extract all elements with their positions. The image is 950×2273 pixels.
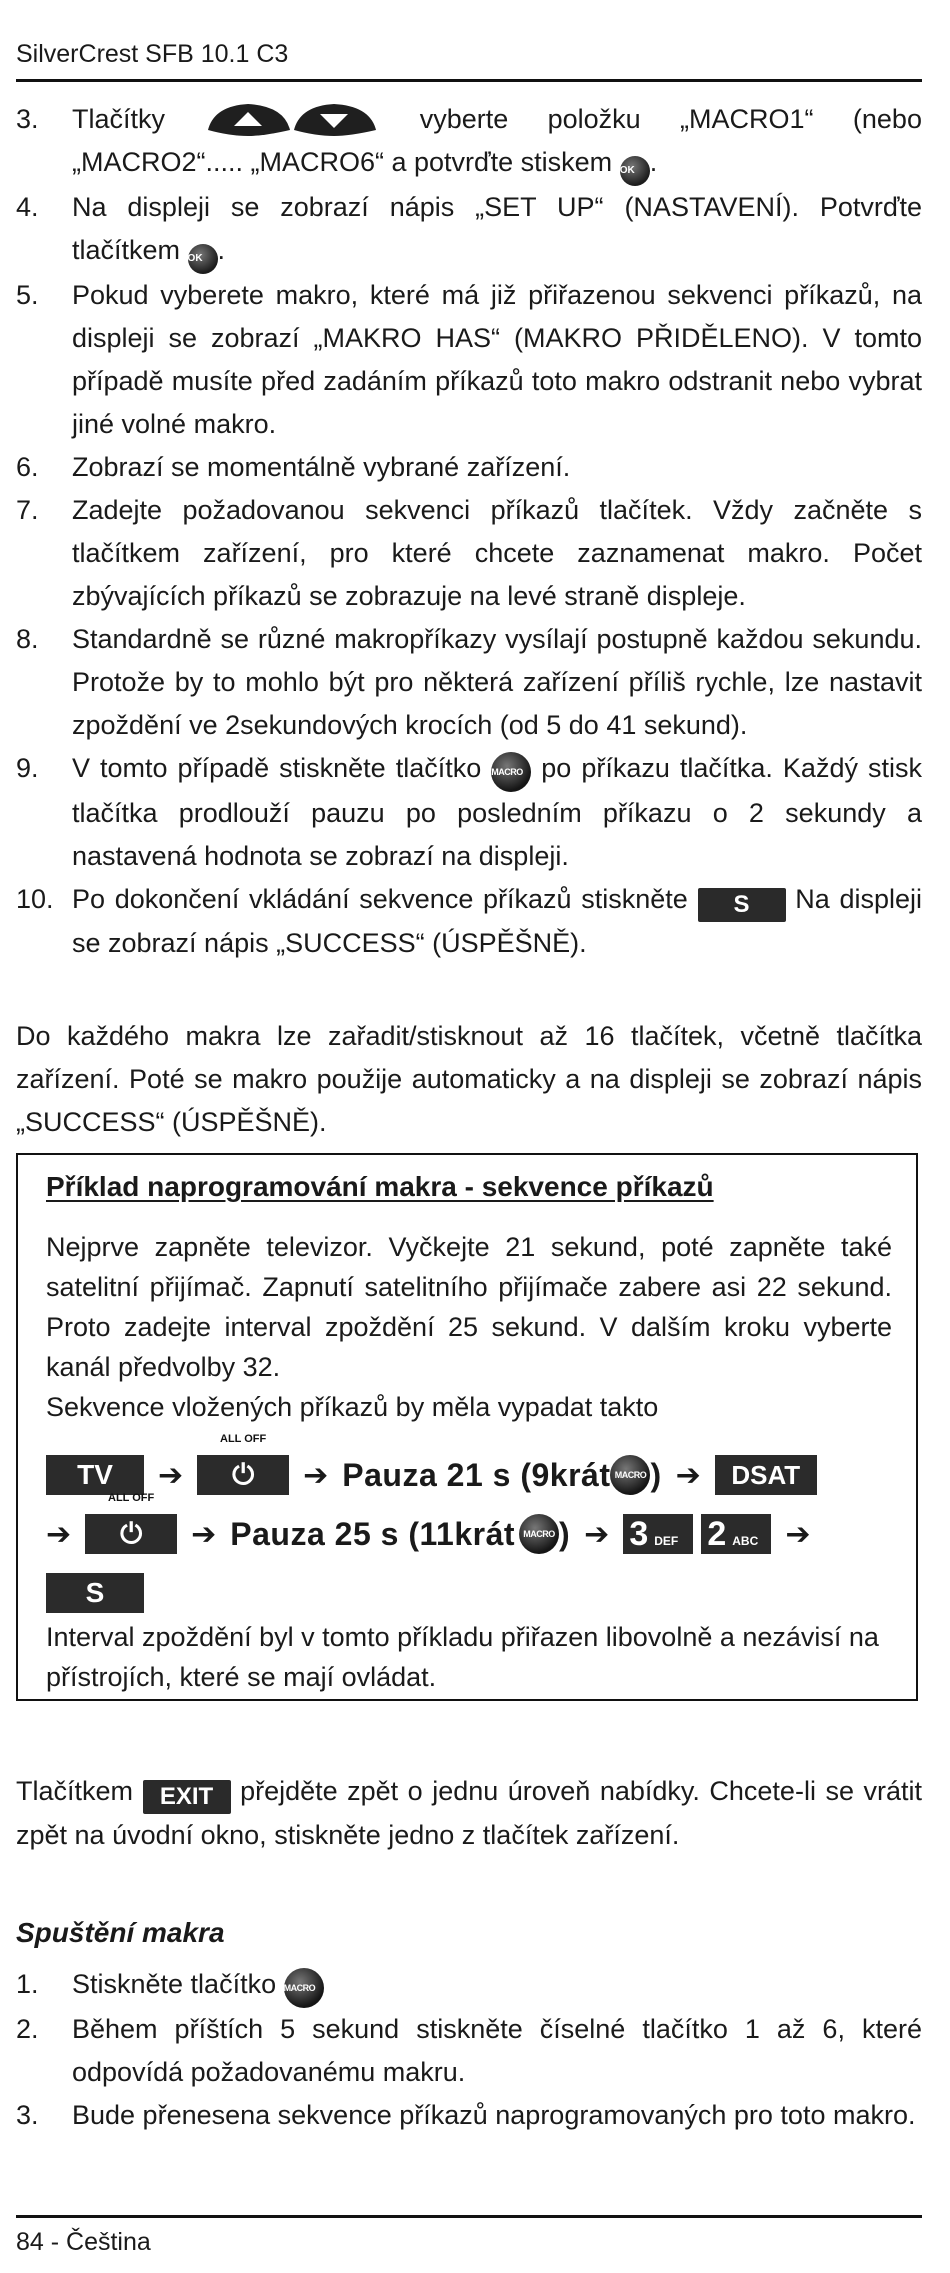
header-title: SilverCrest SFB 10.1 C3 xyxy=(16,40,289,68)
list-item: 3. Bude přenesena sekvence příkazů naprogramovaných pro toto makro. xyxy=(16,2094,922,2137)
key-3-icon: 3 DEF xyxy=(623,1514,693,1554)
example-text: Nejprve zapněte televizor. Vyčkejte 21 sekund, poté zapněte také satelitní přijímač. Zapnutí satelitního přijímače zabere asi 22 sekund. Proto zadejte interval zpoždění 25 sekund. V dalším kroku vyberte kanál předvolby 32. xyxy=(46,1232,892,1382)
step-number: 6. xyxy=(16,452,39,482)
key-2-icon: 2 ABC xyxy=(701,1514,771,1554)
list-item: 7. Zadejte požadovanou sekvenci příkazů tlačítek. Vždy začněte s tlačítkem zařízení, pro které chcete zaznamenat makro. Počet zbývajících příkazů se zobrazuje na levé straně displeje. xyxy=(16,489,922,618)
sequence-label: Sekvence vložených příkazů by měla vypadat takto xyxy=(46,1392,659,1422)
macro-steps-list xyxy=(16,98,922,965)
run-macro-list xyxy=(16,1963,922,2137)
list-item: 2. Během příštích 5 sekund stiskněte číselné tlačítko 1 až 6, které odpovídá požadovanému makru. xyxy=(16,2008,922,2094)
tv-key-icon: TV xyxy=(46,1455,144,1495)
sequence-row-1: TV ➔ ALL OFF ⏻ ➔ Pauza 21 s (9krát MACRO ) ➔ DSAT xyxy=(46,1447,906,1503)
step-number: 10. xyxy=(16,884,54,914)
list-item: 10. Po dokončení vkládání sekvence příkazů stiskněte S Na displeji se zobrazí nápis „SUCCESS“ (ÚSPĚŠNĚ). xyxy=(16,878,922,965)
sequence-row-2: ➔ ALL OFF ⏻ ➔ Pauza 25 s (11krát MACRO ) ➔ 3 DEF 2 ABC ➔ xyxy=(46,1492,811,1553)
step-number: 5. xyxy=(16,280,39,310)
power-icon: ⏻ xyxy=(197,1455,289,1495)
list-item: 3. Tlačítky vyberte položku „MACRO1“ (nebo „MACRO2“..... „MACRO6“ a potvrďte stiskem OK . xyxy=(16,98,922,186)
power-icon: ⏻ xyxy=(85,1514,177,1554)
step-number: 4. xyxy=(16,192,39,222)
step-number: 1. xyxy=(16,1969,39,1999)
ok-button-icon: OK xyxy=(620,156,650,186)
list-item: 4. Na displeji se zobrazí nápis „SET UP“ (NASTAVENÍ). Potvrďte tlačítkem OK . xyxy=(16,186,922,274)
macro-button-icon: MACRO xyxy=(519,1514,559,1554)
example-box xyxy=(16,1153,918,1701)
exit-paragraph: Tlačítkem EXIT přejděte zpět o jednu úroveň nabídky. Chcete-li se vrátit zpět na úvodní okno, stiskněte jedno z tlačítek zařízení. xyxy=(16,1776,922,1850)
page-header xyxy=(16,40,922,82)
list-item: 6. Zobrazí se momentálně vybrané zařízení. xyxy=(16,446,922,489)
macro-button-icon: MACRO xyxy=(284,1968,324,2008)
dsat-key-icon: DSAT xyxy=(715,1455,817,1495)
example-title: Příklad naprogramování makra - sekvence příkazů xyxy=(46,1171,714,1202)
s-key-icon: S xyxy=(46,1573,144,1613)
page-number: 84 - Čeština xyxy=(16,2228,151,2256)
step-number: 3. xyxy=(16,2100,39,2130)
page-footer xyxy=(16,2215,922,2257)
step-number: 7. xyxy=(16,495,39,525)
up-down-buttons-icon xyxy=(204,100,380,138)
ok-button-icon: OK xyxy=(188,244,218,274)
step-number: 8. xyxy=(16,624,39,654)
list-item: 9. V tomto případě stiskněte tlačítko MACRO po příkazu tlačítka. Každý stisk tlačítka prodlouží pauzu po posledním příkazu o 2 sekundy a nastavená hodnota se zobrazí na displeji. xyxy=(16,747,922,878)
step-number: 2. xyxy=(16,2014,39,2044)
list-item: 1. Stiskněte tlačítko MACRO xyxy=(16,1963,922,2008)
step-number: 3. xyxy=(16,104,39,134)
exit-button-icon: EXIT xyxy=(143,1780,231,1814)
section-title: Spuštění makra xyxy=(16,1917,225,1948)
macro-info-paragraph: Do každého makra lze zařadit/stisknout až 16 tlačítek, včetně tlačítka zařízení. Poté se makro použije automaticky a na displeji se zobrazí nápis „SUCCESS“ (ÚSPĚŠNĚ). xyxy=(16,1021,922,1137)
list-item: 5. Pokud vyberete makro, které má již přiřazenou sekvenci příkazů, na displeji se zobrazí „MAKRO HAS“ (MAKRO PŘIDĚLENO). V tomto případě musíte před zadáním příkazů toto makro odstranit nebo vybrat jiné volné makro. xyxy=(16,274,922,446)
macro-button-icon: MACRO xyxy=(610,1455,650,1495)
step-number: 9. xyxy=(16,753,39,783)
power-key: ALL OFF ⏻ xyxy=(197,1455,289,1495)
example-footnote: Interval zpoždění byl v tomto příkladu přiřazen libovolně a nezávisí na přístrojích, které se mají ovládat. xyxy=(46,1622,879,1692)
macro-button-icon: MACRO xyxy=(491,752,531,792)
sequence-row-3 xyxy=(46,1565,906,1621)
list-item: 8. Standardně se různé makropříkazy vysílají postupně každou sekundu. Protože by to mohlo být pro některá zařízení příliš rychle, lze nastavit zpoždění ve 2sekundových krocích (od 5 do 41 sekund). xyxy=(16,618,922,747)
s-button-icon: S xyxy=(698,888,786,922)
power-key: ALL OFF ⏻ xyxy=(85,1514,177,1554)
